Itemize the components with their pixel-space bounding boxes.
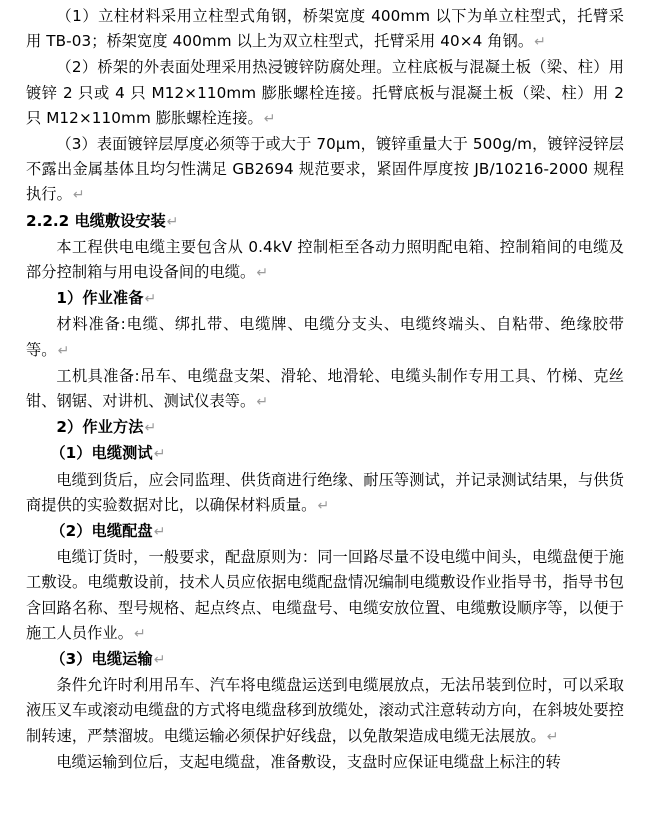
pilcrow-mark: ↵ — [144, 291, 157, 308]
paragraph-text: （3）表面镀锌层厚度必须等于或大于 70μm，镀锌重量大于 500g/m，镀锌浸锌层不露出金属基体且均匀性满足 GB2694 规范要求，紧固件厚度按 JB/10216-2000 规程执行。 — [26, 135, 624, 204]
heading-sub-3-cable-transport — [26, 647, 624, 673]
paragraph-text: 电缆订货时，一般要求，配盘原则为：同一回路尽量不设电缆中间头，电缆盘便于施工敷设。电缆敷设前，技术人员应依据电缆配盘情况编制电缆敷设作业指导书，指导书包含回路名称、型号规格、起点终点、电缆盘号、电缆安放位置、电缆敷设顺序等，以便于施工人员作业。 — [26, 548, 624, 642]
paragraph-cable-scope — [26, 235, 624, 286]
pilcrow-mark: ↵ — [317, 497, 330, 514]
pilcrow-mark: ↵ — [546, 728, 559, 745]
paragraph-text: （2）桥架的外表面处理采用热浸镀锌防腐处理。立柱底板与混凝土板（梁、柱）用镀锌 2 只或 4 只 M12×110mm 膨胀螺栓连接。托臂底板与混凝土板（梁、柱）用 2 只 M12×110mm 膨胀螺栓连接。 — [26, 58, 624, 127]
paragraph-cable-transport-arrival — [26, 750, 624, 775]
paragraph-text: 本工程供电电缆主要包含从 0.4kV 控制柜至各动力照明配电箱、控制箱间的电缆及部分控制箱与用电设备间的电缆。 — [26, 237, 624, 282]
paragraph-pillar-material — [26, 4, 624, 55]
heading-sub-2-cable-reeling — [26, 519, 624, 545]
heading-1-work-preparation — [26, 286, 624, 312]
heading-sub-1-cable-test — [26, 441, 624, 467]
pilcrow-mark: ↵ — [144, 420, 157, 437]
heading-2-2-2-cable-laying-installation — [26, 209, 624, 235]
pilcrow-mark: ↵ — [534, 34, 546, 51]
paragraph-text: 工机具准备:吊车、电缆盘支架、滑轮、地滑轮、电缆头制作专用工具、竹梯、克丝钳、钢锯、对讲机、测试仪表等。 — [26, 366, 624, 411]
pilcrow-mark: ↵ — [263, 110, 276, 127]
paragraph-text: 条件允许时利用吊车、汽车将电缆盘运送到电缆展放点，无法吊装到位时，可以采取液压叉车或滚动电缆盘的方式将电缆盘移到放缆处，滚动式注意转动方向，在斜坡处要控制转速，严禁溜坡。电缆运输必须保护好线盘，以免散架造成电缆无法展放。 — [26, 676, 624, 745]
paragraph-cable-reeling-body — [26, 545, 624, 647]
pilcrow-mark: ↵ — [72, 187, 85, 204]
paragraph-cable-test-body — [26, 468, 624, 519]
heading-text: （2）电缆配盘 — [50, 522, 153, 541]
heading-2-work-method — [26, 415, 624, 441]
document-body — [26, 4, 624, 775]
pilcrow-mark: ↵ — [57, 342, 70, 359]
pilcrow-mark: ↵ — [256, 394, 269, 411]
heading-text: 2.2.2 电缆敷设安装 — [26, 211, 166, 230]
paragraph-text: （1）立柱材料采用立柱型式角钢，桥架宽度 400mm 以下为单立柱型式，托臂采用 TB-03；桥架宽度 400mm 以上为双立柱型式，托臂采用 40×4 角钢。 — [26, 7, 624, 51]
heading-text: （1）电缆测试 — [50, 444, 153, 463]
heading-text: （3）电缆运输 — [50, 650, 153, 669]
pilcrow-mark: ↵ — [256, 265, 269, 282]
paragraph-text: 材料准备:电缆、绑扎带、电缆牌、电缆分支头、电缆终端头、自粘带、绝缘胶带等。 — [26, 315, 624, 359]
paragraph-cable-transport-body — [26, 673, 624, 750]
pilcrow-mark: ↵ — [153, 446, 166, 463]
paragraph-text: 电缆运输到位后，支起电缆盘，准备敷设，支盘时应保证电缆盘上标注的转 — [56, 752, 561, 771]
pilcrow-mark: ↵ — [166, 213, 179, 230]
heading-text: 1）作业准备 — [56, 289, 144, 308]
paragraph-text: 电缆到货后，应会同监理、供货商进行绝缘、耐压等测试，并记录测试结果，与供货商提供的实验数据对比，以确保材料质量。 — [26, 470, 624, 514]
paragraph-zinc-thickness — [26, 132, 624, 209]
pilcrow-mark: ↵ — [153, 652, 166, 669]
paragraph-tool-preparation — [26, 364, 624, 415]
pilcrow-mark: ↵ — [153, 524, 166, 541]
paragraph-galvanizing-treatment — [26, 55, 624, 132]
paragraph-material-preparation — [26, 312, 624, 363]
heading-text: 2）作业方法 — [56, 418, 144, 437]
pilcrow-mark: ↵ — [134, 625, 146, 642]
